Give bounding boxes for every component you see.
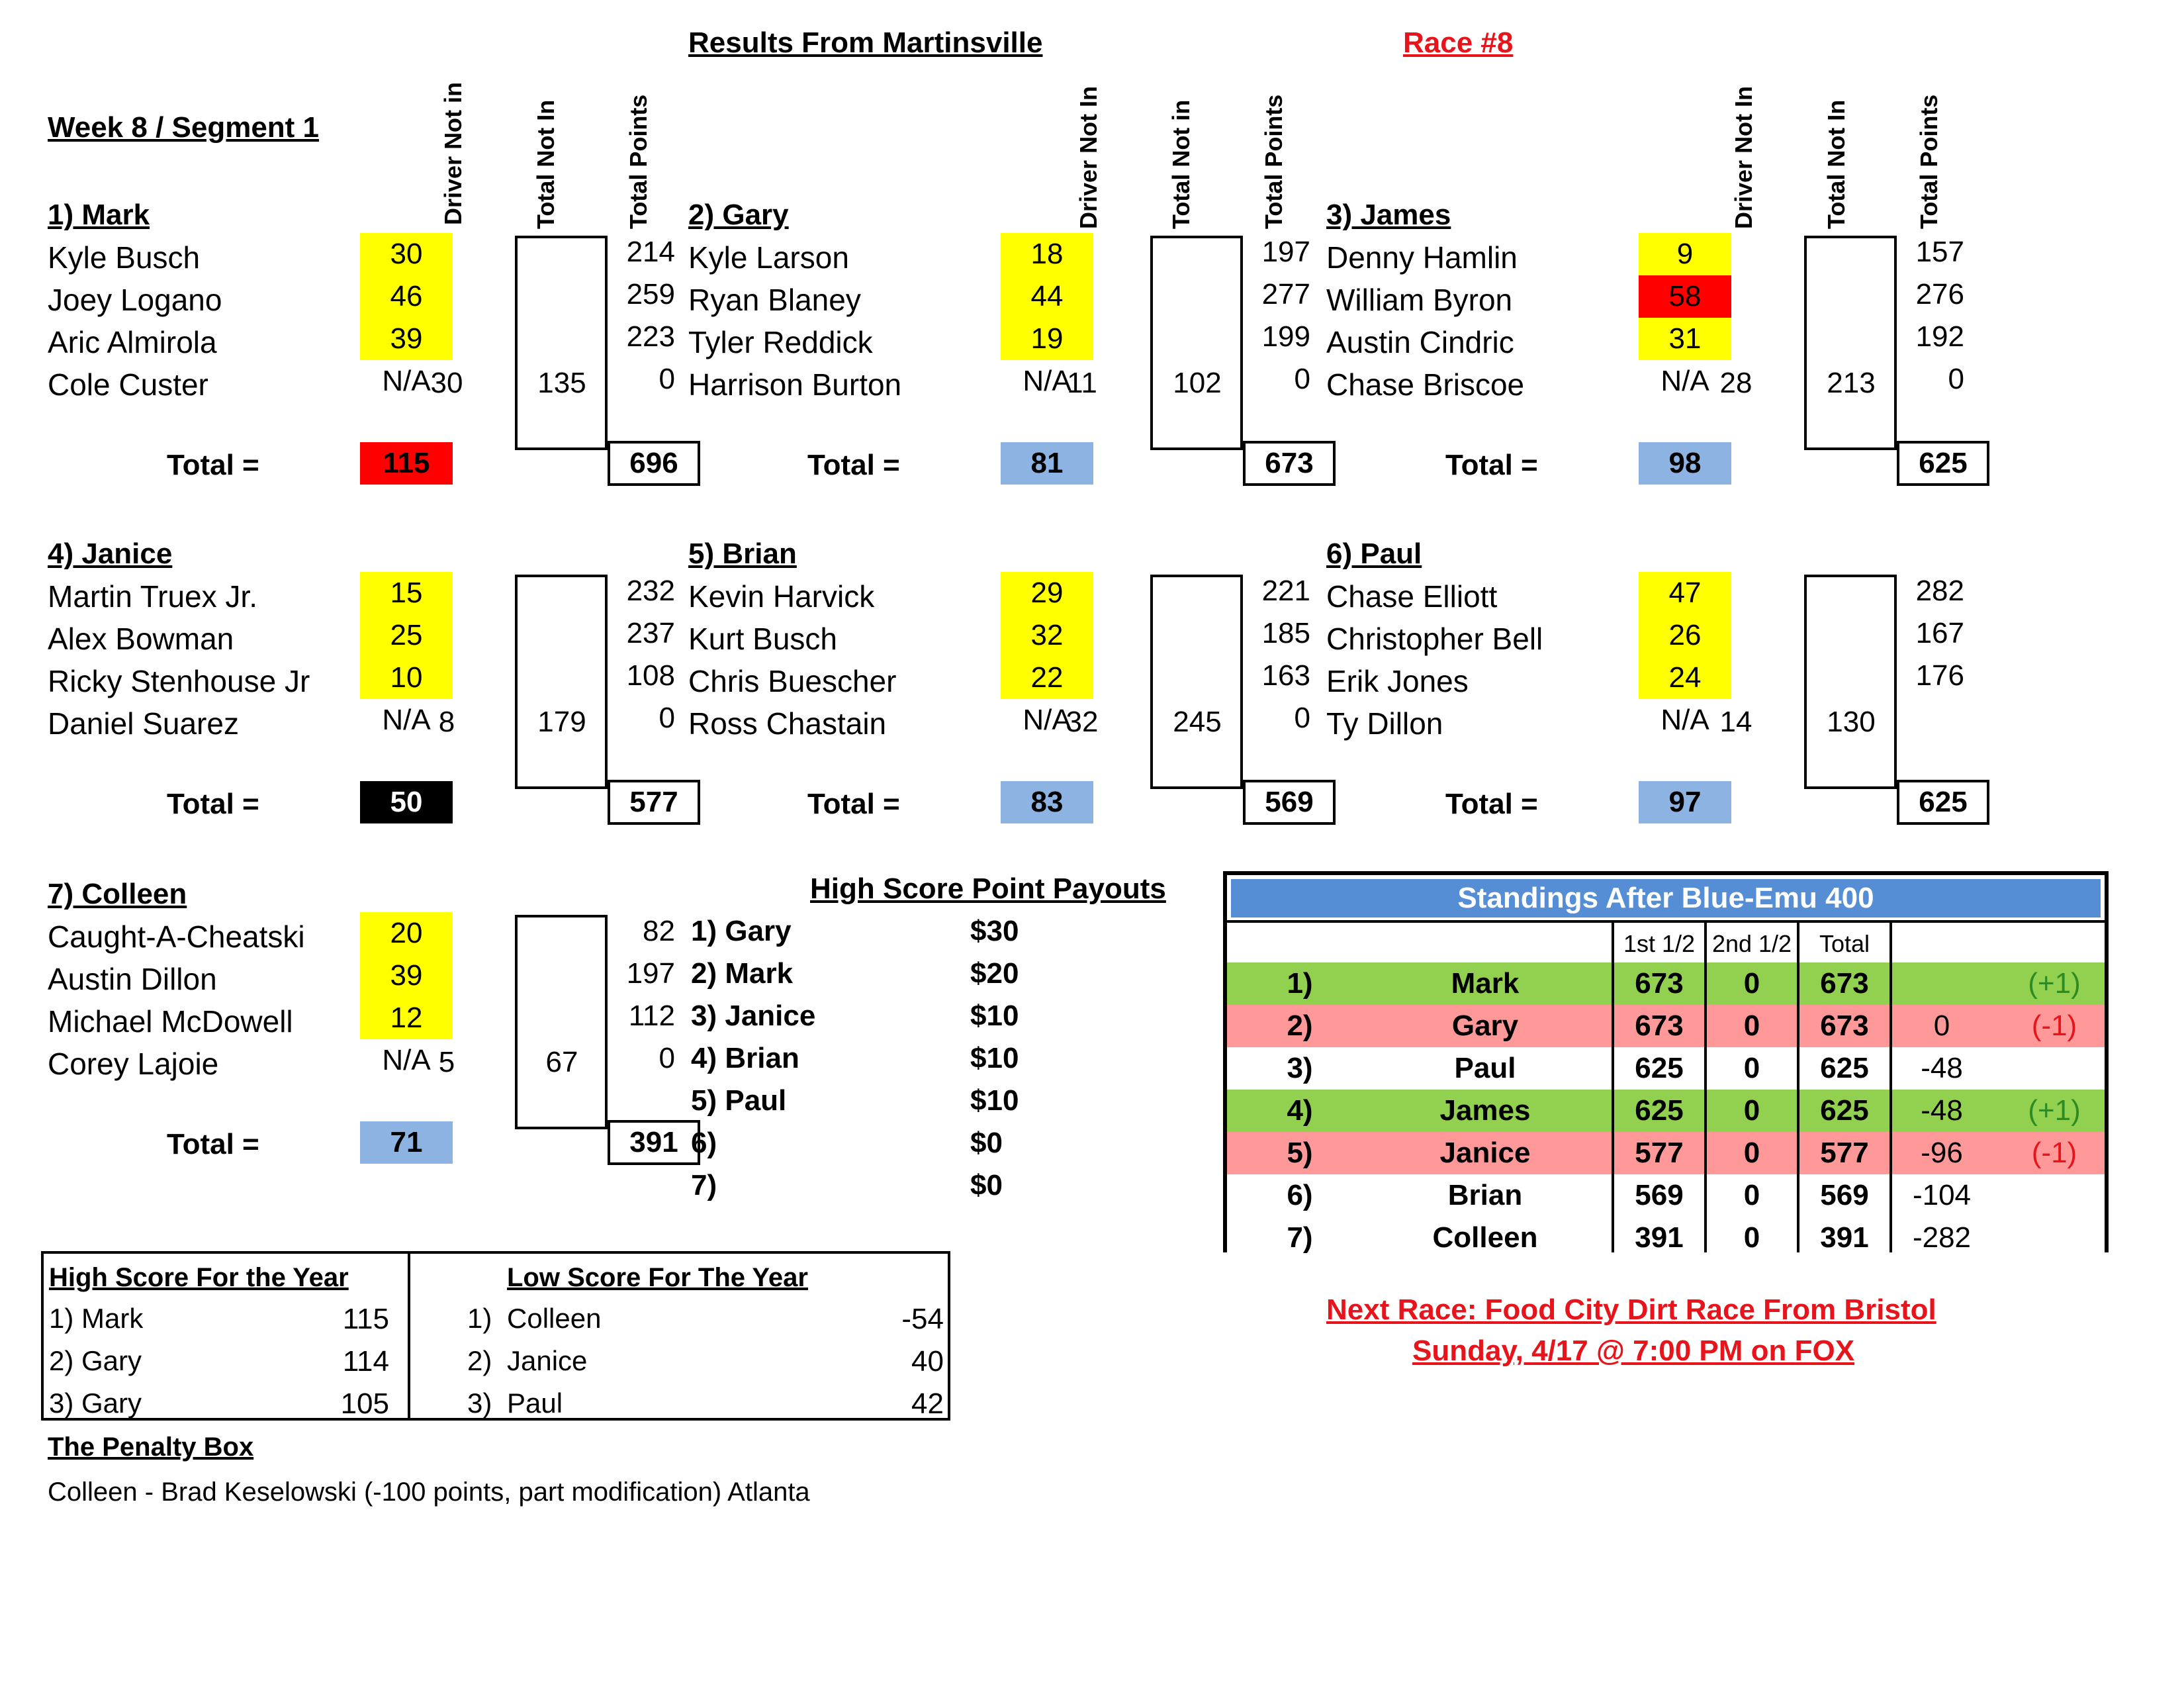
driver-points: 15 — [360, 572, 453, 614]
penalty-text: Colleen - Brad Keselowski (-100 points, part modification) Atlanta — [48, 1477, 810, 1507]
driver-points: 10 — [360, 657, 453, 699]
team-total-points: 625 — [1897, 780, 1989, 825]
standings-row — [1227, 1174, 2105, 1217]
driver-total-points: 223 — [626, 320, 675, 353]
standing-first-half: 625 — [1635, 1052, 1684, 1084]
total-not-in-box — [1150, 575, 1243, 789]
team-name: 4) Janice — [48, 538, 173, 570]
col-header-total-not-in: Total Not In — [1823, 99, 1850, 229]
standing-name: Colleen — [1432, 1221, 1538, 1254]
standing-first-half: 577 — [1635, 1137, 1684, 1169]
driver-name: Chase Elliott — [1326, 579, 1498, 614]
low-score-value: -54 — [901, 1303, 944, 1335]
payout-place: 4) Brian — [691, 1042, 799, 1074]
standing-behind — [1895, 962, 1988, 1005]
driver-total-points: 0 — [659, 363, 675, 395]
driver-total-points: 0 — [1294, 702, 1310, 734]
driver-points: N/A — [382, 704, 431, 736]
driver-name: Martin Truex Jr. — [48, 579, 257, 614]
driver-total-points: 259 — [626, 278, 675, 310]
total-not-in-value: 213 — [1827, 367, 1876, 399]
driver-points: 22 — [1001, 657, 1093, 699]
driver-points: N/A — [382, 1044, 431, 1076]
standing-first-half: 673 — [1635, 967, 1684, 1000]
standing-first-half: 569 — [1635, 1179, 1684, 1211]
standing-rank: 5) — [1287, 1137, 1313, 1169]
standings-row — [1227, 1005, 2105, 1047]
standing-move: (-1) — [2031, 1137, 2077, 1169]
payout-place: 2) Mark — [691, 957, 794, 990]
low-score-rank: 2) — [467, 1345, 492, 1376]
payout-amount: $20 — [970, 957, 1019, 990]
total-not-in-value: 135 — [537, 367, 586, 399]
standing-name: Brian — [1447, 1179, 1523, 1211]
page-title: Results From Martinsville — [688, 26, 1043, 59]
driver-points: 47 — [1639, 572, 1731, 614]
divider — [1612, 923, 1614, 1252]
driver-total-points: 276 — [1915, 278, 1964, 310]
driver-points: 25 — [360, 614, 453, 657]
next-race-line1: Next Race: Food City Dirt Race From Bristol — [1326, 1293, 1936, 1326]
payout-amount: $0 — [970, 1169, 1003, 1201]
standing-total: 625 — [1820, 1094, 1869, 1127]
divider — [1704, 923, 1707, 1252]
standing-second-half: 0 — [1743, 967, 1760, 1000]
high-score-value: 105 — [340, 1387, 389, 1420]
driver-total-points: 0 — [659, 1042, 675, 1074]
driver-total-points: 185 — [1261, 617, 1310, 649]
driver-name: Denny Hamlin — [1326, 240, 1518, 275]
standing-total: 391 — [1820, 1221, 1869, 1254]
driver-name: Joey Logano — [48, 283, 222, 317]
standing-move: (-1) — [2031, 1009, 2077, 1042]
driver-not-in-value: 32 — [1066, 706, 1099, 738]
standing-behind: -104 — [1912, 1179, 1972, 1211]
race-number: Race #8 — [1403, 26, 1514, 59]
driver-name: Ryan Blaney — [688, 283, 861, 317]
standing-behind: -48 — [1921, 1052, 1963, 1084]
low-score-value: 42 — [911, 1387, 944, 1420]
driver-total-points: 167 — [1915, 617, 1964, 649]
col-second-half: 2nd 1/2 — [1711, 930, 1792, 957]
team-total-points: 569 — [1243, 780, 1336, 825]
driver-points: N/A — [1661, 704, 1709, 736]
driver-name: Ricky Stenhouse Jr — [48, 664, 310, 698]
driver-total-points: 163 — [1261, 659, 1310, 692]
standing-total: 625 — [1820, 1052, 1869, 1084]
standings-header — [1231, 879, 2101, 917]
standing-first-half: 625 — [1635, 1094, 1684, 1127]
col-header-total-points: Total Points — [1915, 94, 1942, 229]
driver-total-points: 157 — [1915, 236, 1964, 268]
standing-name: Gary — [1451, 1009, 1519, 1042]
standing-behind: -282 — [1912, 1221, 1972, 1254]
driver-total-points: 108 — [626, 659, 675, 692]
total-label: Total = — [1445, 449, 1538, 481]
high-score-value: 114 — [342, 1345, 389, 1378]
total-label: Total = — [807, 449, 900, 481]
total-label: Total = — [1445, 788, 1538, 820]
standing-rank: 4) — [1287, 1094, 1313, 1127]
driver-points: 39 — [360, 318, 453, 360]
payout-amount: $30 — [970, 915, 1019, 947]
team-total: 115 — [360, 442, 453, 485]
total-not-in-box — [515, 915, 608, 1129]
driver-points: 29 — [1001, 572, 1093, 614]
low-score-value: 40 — [911, 1345, 944, 1378]
team-total: 50 — [360, 781, 453, 823]
total-not-in-box — [1150, 236, 1243, 450]
team-name: 1) Mark — [48, 199, 150, 231]
week-label: Week 8 / Segment 1 — [48, 111, 320, 144]
driver-points: 9 — [1639, 233, 1731, 275]
total-not-in-value: 130 — [1827, 706, 1876, 738]
standing-total: 577 — [1820, 1137, 1869, 1169]
team-total: 83 — [1001, 781, 1093, 823]
standing-rank: 3) — [1287, 1052, 1313, 1084]
driver-total-points: 112 — [628, 1000, 675, 1032]
driver-total-points: 199 — [1261, 320, 1310, 353]
team-total-points: 673 — [1243, 441, 1336, 486]
payout-place: 1) Gary — [691, 915, 792, 947]
total-not-in-value: 67 — [545, 1046, 578, 1078]
low-score-name: Colleen — [507, 1303, 602, 1334]
driver-name: Christopher Bell — [1326, 622, 1543, 656]
driver-name: Michael McDowell — [48, 1004, 293, 1039]
payout-amount: $10 — [970, 1000, 1019, 1032]
driver-points: N/A — [1661, 365, 1709, 397]
total-label: Total = — [167, 1128, 259, 1160]
divider — [408, 1254, 410, 1418]
team-name: 5) Brian — [688, 538, 797, 570]
low-score-year-title: Low Score For The Year — [507, 1263, 808, 1292]
standing-total: 673 — [1820, 1009, 1869, 1042]
driver-name: Caught-A-Cheatski — [48, 919, 305, 954]
standing-second-half: 0 — [1743, 1179, 1760, 1211]
driver-total-points: 176 — [1915, 659, 1964, 692]
driver-name: Corey Lajoie — [48, 1047, 219, 1081]
driver-name: Ty Dillon — [1326, 706, 1443, 741]
standing-behind: -96 — [1921, 1137, 1963, 1169]
payout-place: 7) — [691, 1169, 717, 1201]
col-header-driver-not-in: Driver Not In — [1730, 85, 1757, 229]
driver-name: Kurt Busch — [688, 622, 837, 656]
driver-total-points: 237 — [626, 617, 675, 649]
driver-total-points: 277 — [1261, 278, 1310, 310]
standing-first-half: 391 — [1635, 1221, 1684, 1254]
driver-total-points: 0 — [1948, 363, 1964, 395]
low-score-name: Paul — [507, 1387, 563, 1419]
driver-points: 44 — [1001, 275, 1093, 318]
standings-row — [1227, 1047, 2105, 1090]
team-name: 2) Gary — [688, 199, 789, 231]
driver-total-points: 197 — [626, 957, 675, 990]
standing-name: Paul — [1454, 1052, 1516, 1084]
standing-second-half: 0 — [1743, 1009, 1760, 1042]
driver-name: Cole Custer — [48, 367, 208, 402]
driver-name: Aric Almirola — [48, 325, 217, 359]
driver-points: 32 — [1001, 614, 1093, 657]
driver-points: N/A — [1023, 365, 1071, 397]
standing-behind: 0 — [1933, 1009, 1950, 1042]
driver-not-in-value: 14 — [1719, 706, 1752, 738]
driver-points: 12 — [360, 997, 453, 1039]
driver-points: 20 — [360, 912, 453, 955]
col-first-half: 1st 1/2 — [1623, 930, 1696, 957]
driver-name: Kyle Busch — [48, 240, 201, 275]
driver-total-points: 82 — [643, 915, 675, 947]
driver-name: Alex Bowman — [48, 622, 234, 656]
standing-first-half: 673 — [1635, 1009, 1684, 1042]
total-not-in-box — [515, 236, 608, 450]
driver-points: 58 — [1639, 275, 1731, 318]
standing-rank: 1) — [1287, 967, 1313, 1000]
driver-points: 31 — [1639, 318, 1731, 360]
team-name: 3) James — [1326, 199, 1451, 231]
team-total-points: 696 — [608, 441, 700, 486]
standings-row — [1227, 1132, 2105, 1174]
high-score-name: 3) Gary — [49, 1387, 142, 1419]
team-total: 98 — [1639, 442, 1731, 485]
standing-second-half: 0 — [1743, 1052, 1760, 1084]
next-race-line2: Sunday, 4/17 @ 7:00 PM on FOX — [1412, 1335, 1855, 1367]
standing-total: 569 — [1820, 1179, 1869, 1211]
driver-name: Austin Cindric — [1326, 325, 1514, 359]
driver-not-in-value: 30 — [430, 367, 463, 399]
standing-rank: 6) — [1287, 1179, 1313, 1211]
driver-not-in-value: 5 — [438, 1046, 455, 1078]
total-not-in-value: 102 — [1173, 367, 1222, 399]
driver-name: Kyle Larson — [688, 240, 849, 275]
payout-place: 3) Janice — [691, 1000, 816, 1032]
driver-name: Ross Chastain — [688, 706, 887, 741]
standing-move — [2008, 1047, 2101, 1090]
total-not-in-box — [1804, 236, 1897, 450]
driver-not-in-value: 28 — [1719, 367, 1752, 399]
driver-points: 24 — [1639, 657, 1731, 699]
total-label: Total = — [807, 788, 900, 820]
standing-name: James — [1439, 1094, 1531, 1127]
total-not-in-value: 179 — [537, 706, 586, 738]
divider — [1797, 923, 1799, 1252]
total-not-in-box — [1804, 575, 1897, 789]
team-total-points: 391 — [608, 1120, 700, 1165]
driver-not-in-value: 11 — [1067, 367, 1097, 399]
standing-rank: 2) — [1287, 1009, 1313, 1042]
total-not-in-value: 245 — [1173, 706, 1222, 738]
standing-move — [2008, 1217, 2101, 1259]
driver-total-points: 197 — [1261, 236, 1310, 268]
standings-title: Standings After Blue-Emu 400 — [1457, 882, 1874, 914]
payout-amount: $10 — [970, 1084, 1019, 1117]
penalty-title: The Penalty Box — [48, 1432, 254, 1462]
standing-total: 673 — [1820, 967, 1869, 1000]
driver-total-points: 232 — [626, 575, 675, 607]
driver-total-points: 0 — [1294, 363, 1310, 395]
payout-amount: $0 — [970, 1127, 1003, 1159]
payout-place: 5) Paul — [691, 1084, 787, 1117]
low-score-rank: 1) — [467, 1303, 492, 1334]
driver-total-points: 0 — [659, 702, 675, 734]
payouts-title: High Score Point Payouts — [810, 872, 1166, 905]
col-header-total-not-in: Total Not in — [1167, 99, 1195, 229]
low-score-rank: 3) — [467, 1387, 492, 1419]
standings-row — [1227, 962, 2105, 1005]
driver-total-points: 221 — [1261, 575, 1310, 607]
driver-name: Tyler Reddick — [688, 325, 873, 359]
team-total: 97 — [1639, 781, 1731, 823]
standing-move — [2008, 1174, 2101, 1217]
col-total: Total — [1819, 930, 1870, 957]
driver-points: N/A — [382, 365, 431, 397]
driver-total-points: 192 — [1915, 320, 1964, 353]
high-score-value: 115 — [342, 1303, 389, 1335]
driver-name: Daniel Suarez — [48, 706, 239, 741]
driver-name: Chris Buescher — [688, 664, 897, 698]
total-label: Total = — [167, 449, 259, 481]
driver-name: William Byron — [1326, 283, 1513, 317]
standings-table — [1223, 871, 2109, 1252]
driver-points: 46 — [360, 275, 453, 318]
high-score-name: 1) Mark — [49, 1303, 144, 1334]
driver-points: 26 — [1639, 614, 1731, 657]
standing-move: (+1) — [2028, 1094, 2081, 1127]
total-label: Total = — [167, 788, 259, 820]
team-name: 7) Colleen — [48, 878, 187, 910]
high-score-name: 2) Gary — [49, 1345, 142, 1376]
standing-move: (+1) — [2028, 967, 2081, 1000]
standings-row — [1227, 1090, 2105, 1132]
driver-total-points: 282 — [1915, 575, 1964, 607]
col-header-total-points: Total Points — [1260, 94, 1287, 229]
driver-points: 18 — [1001, 233, 1093, 275]
driver-points: 30 — [360, 233, 453, 275]
high-score-year-title: High Score For the Year — [49, 1263, 349, 1292]
total-not-in-box — [515, 575, 608, 789]
low-score-name: Janice — [507, 1345, 588, 1376]
col-header-total-points: Total Points — [625, 94, 652, 229]
driver-not-in-value: 8 — [438, 706, 455, 738]
driver-name: Harrison Burton — [688, 367, 902, 402]
standing-second-half: 0 — [1743, 1094, 1760, 1127]
standing-second-half: 0 — [1743, 1221, 1760, 1254]
driver-name: Kevin Harvick — [688, 579, 875, 614]
driver-total-points: 214 — [626, 236, 675, 268]
driver-name: Austin Dillon — [48, 962, 217, 996]
driver-points: 39 — [360, 955, 453, 997]
payout-place: 6) — [691, 1127, 717, 1159]
team-total: 71 — [360, 1121, 453, 1164]
driver-points: 19 — [1001, 318, 1093, 360]
driver-points: N/A — [1023, 704, 1071, 736]
team-total-points: 625 — [1897, 441, 1989, 486]
standing-behind: -48 — [1921, 1094, 1963, 1127]
payout-amount: $10 — [970, 1042, 1019, 1074]
team-total: 81 — [1001, 442, 1093, 485]
standings-row — [1227, 1217, 2105, 1259]
driver-name: Chase Briscoe — [1326, 367, 1525, 402]
year-scores-table — [41, 1251, 950, 1421]
col-header-driver-not-in: Driver Not In — [1075, 85, 1102, 229]
standing-second-half: 0 — [1743, 1137, 1760, 1169]
col-header-driver-not-in: Driver Not in — [439, 81, 467, 225]
standing-name: Mark — [1451, 967, 1520, 1000]
team-name: 6) Paul — [1326, 538, 1422, 570]
driver-name: Erik Jones — [1326, 664, 1469, 698]
standing-name: Janice — [1439, 1137, 1531, 1169]
standing-rank: 7) — [1287, 1221, 1313, 1254]
col-header-total-not-in: Total Not In — [532, 99, 559, 229]
team-total-points: 577 — [608, 780, 700, 825]
divider — [1889, 923, 1892, 1252]
